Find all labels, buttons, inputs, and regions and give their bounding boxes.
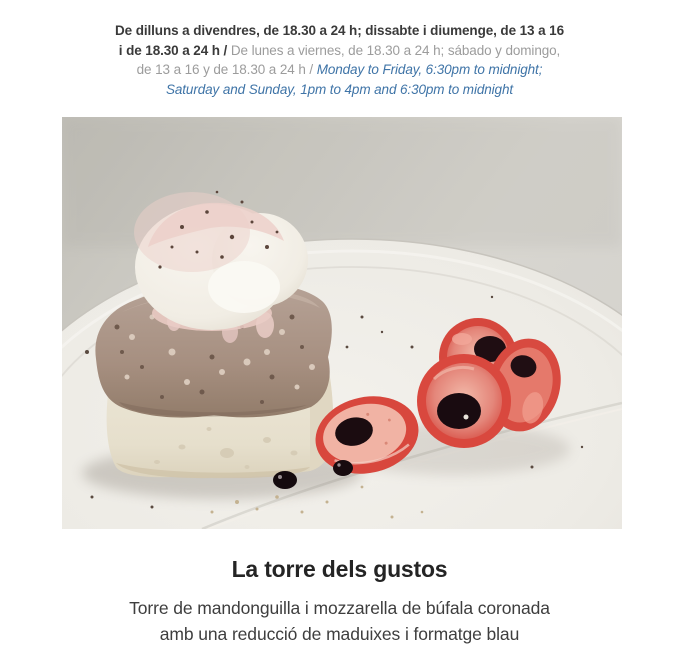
dish-description	[0, 595, 679, 647]
hours-catalan-part1: De dilluns a divendres, de 18.30 a 24 h; dissabte i diumenge, de 13 a 16	[115, 23, 564, 38]
hours-spanish-part1: De lunes a viernes, de 18.30 a 24 h; sábado y domingo,	[230, 42, 561, 58]
hours-line-3	[0, 60, 679, 80]
strawberry-slice-middle	[417, 354, 511, 448]
dish-title: La torre dels gustos	[231, 556, 448, 582]
hours-spanish-part2: de 13 a 16 y de 18.30 a 24 h /	[136, 62, 317, 77]
hours-line-1	[0, 21, 679, 41]
dish-photo-svg	[62, 117, 622, 529]
hours-catalan-part2: i de 18.30 a 24 h /	[118, 42, 231, 58]
dish-photo	[62, 117, 622, 529]
hours-english-part2: Saturday and Sunday, 1pm to 4pm and 6:30pm to midnight	[165, 81, 514, 97]
opening-hours	[0, 21, 679, 99]
dish-description-line-1: Torre de mandonguilla i mozzarella de búfala coronada	[129, 598, 550, 618]
dish-description-line-2: amb una reducció de maduixes i formatge blau	[159, 624, 520, 644]
hours-line-4	[0, 80, 679, 100]
hours-line-2	[0, 41, 679, 61]
hours-english-part1: Monday to Friday, 6:30pm to midnight;	[316, 62, 543, 77]
